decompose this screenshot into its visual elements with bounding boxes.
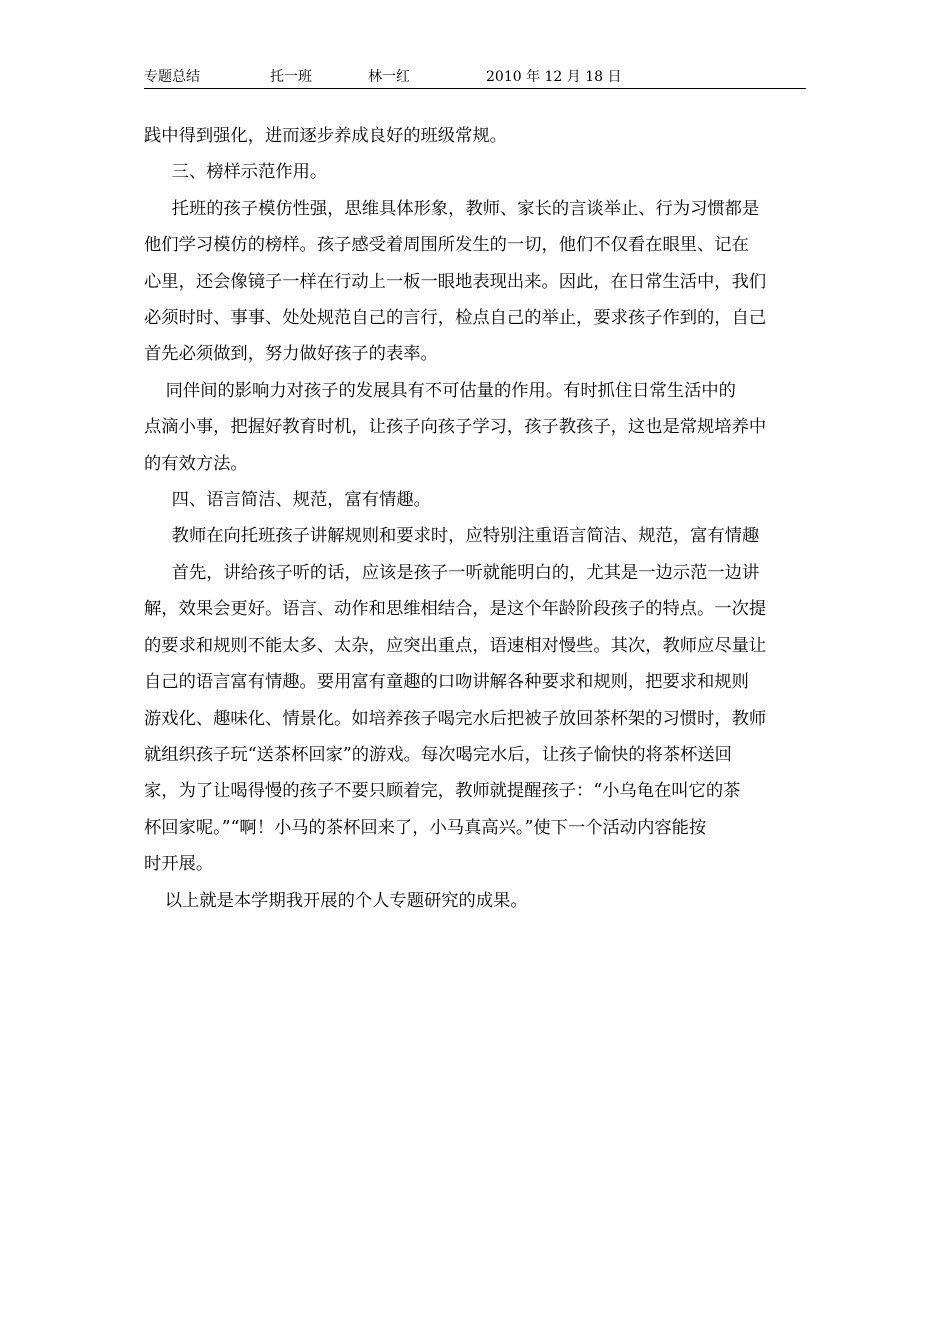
header-date: 2010 年 12 月 18 日 xyxy=(486,69,622,85)
header-category: 专题总结 xyxy=(144,69,200,85)
text-line: 首先必须做到，努力做好孩子的表率。 xyxy=(144,344,438,365)
text-line: 游戏化、趣味化、情景化。如培养孩子喝完水后把被子放回茶杯架的习惯时，教师 xyxy=(144,708,767,729)
text-line: 自己的语言富有情趣。要用富有童趣的口吻讲解各种要求和规则，把要求和规则 xyxy=(144,672,749,693)
text-line: 时开展。 xyxy=(144,854,214,875)
text-line: 心里，还会像镜子一样在行动上一板一眼地表现出来。因此，在日常生活中，我们 xyxy=(144,271,767,292)
text-line: 教师在向托班孩子讲解规则和要求时，应特别注重语言简洁、规范，富有情趣 xyxy=(171,526,760,547)
text-line: 同伴间的影响力对孩子的发展具有不可估量的作用。有时抓住日常生活中的 xyxy=(165,380,736,401)
text-line: 点滴小事，把握好教育时机，让孩子向孩子学习，孩子教孩子，这也是常规培养中 xyxy=(144,417,767,438)
document-body xyxy=(144,118,808,919)
text-line: 的要求和规则不能太多、太杂，应突出重点，语速相对慢些。其次，教师应尽量让 xyxy=(144,635,767,656)
section-heading: 三、榜样示范作用。 xyxy=(171,162,328,183)
text-line: 托班的孩子模仿性强，思维具体形象，教师、家长的言谈举止、行为习惯都是 xyxy=(171,198,760,219)
text-line: 家，为了让喝得慢的孩子不要只顾着完，教师就提醒孩子：“小乌龟在叫它的茶 xyxy=(144,781,741,802)
text-line: 的有效方法。 xyxy=(144,453,248,474)
section-heading: 四、语言简洁、规范，富有情趣。 xyxy=(171,490,431,511)
text-line: 杯回家呢。”“啊！小马的茶杯回来了，小马真高兴。”使下一个活动内容能按 xyxy=(144,817,707,838)
page-header xyxy=(144,64,806,89)
header-class-name: 托一班 xyxy=(270,69,312,85)
text-line: 践中得到强化，进而逐步养成良好的班级常规。 xyxy=(144,126,507,146)
header-author: 林一红 xyxy=(368,69,410,85)
text-line: 首先，讲给孩子听的话，应该是孩子一听就能明白的，尤其是一边示范一边讲 xyxy=(171,562,760,583)
text-line: 他们学习模仿的榜样。孩子感受着周围所发生的一切，他们不仅看在眼里、记在 xyxy=(144,235,749,256)
text-line: 就组织孩子玩“送茶杯回家”的游戏。每次喝完水后，让孩子愉快的将茶杯送回 xyxy=(144,744,732,765)
text-line: 解，效果会更好。语言、动作和思维相结合，是这个年龄阶段孩子的特点。一次提 xyxy=(144,599,767,620)
text-line: 以上就是本学期我开展的个人专题研究的成果。 xyxy=(164,890,528,911)
text-line: 必须时时、事事、处处规范自己的言行，检点自己的举止，要求孩子作到的，自己 xyxy=(144,308,767,329)
